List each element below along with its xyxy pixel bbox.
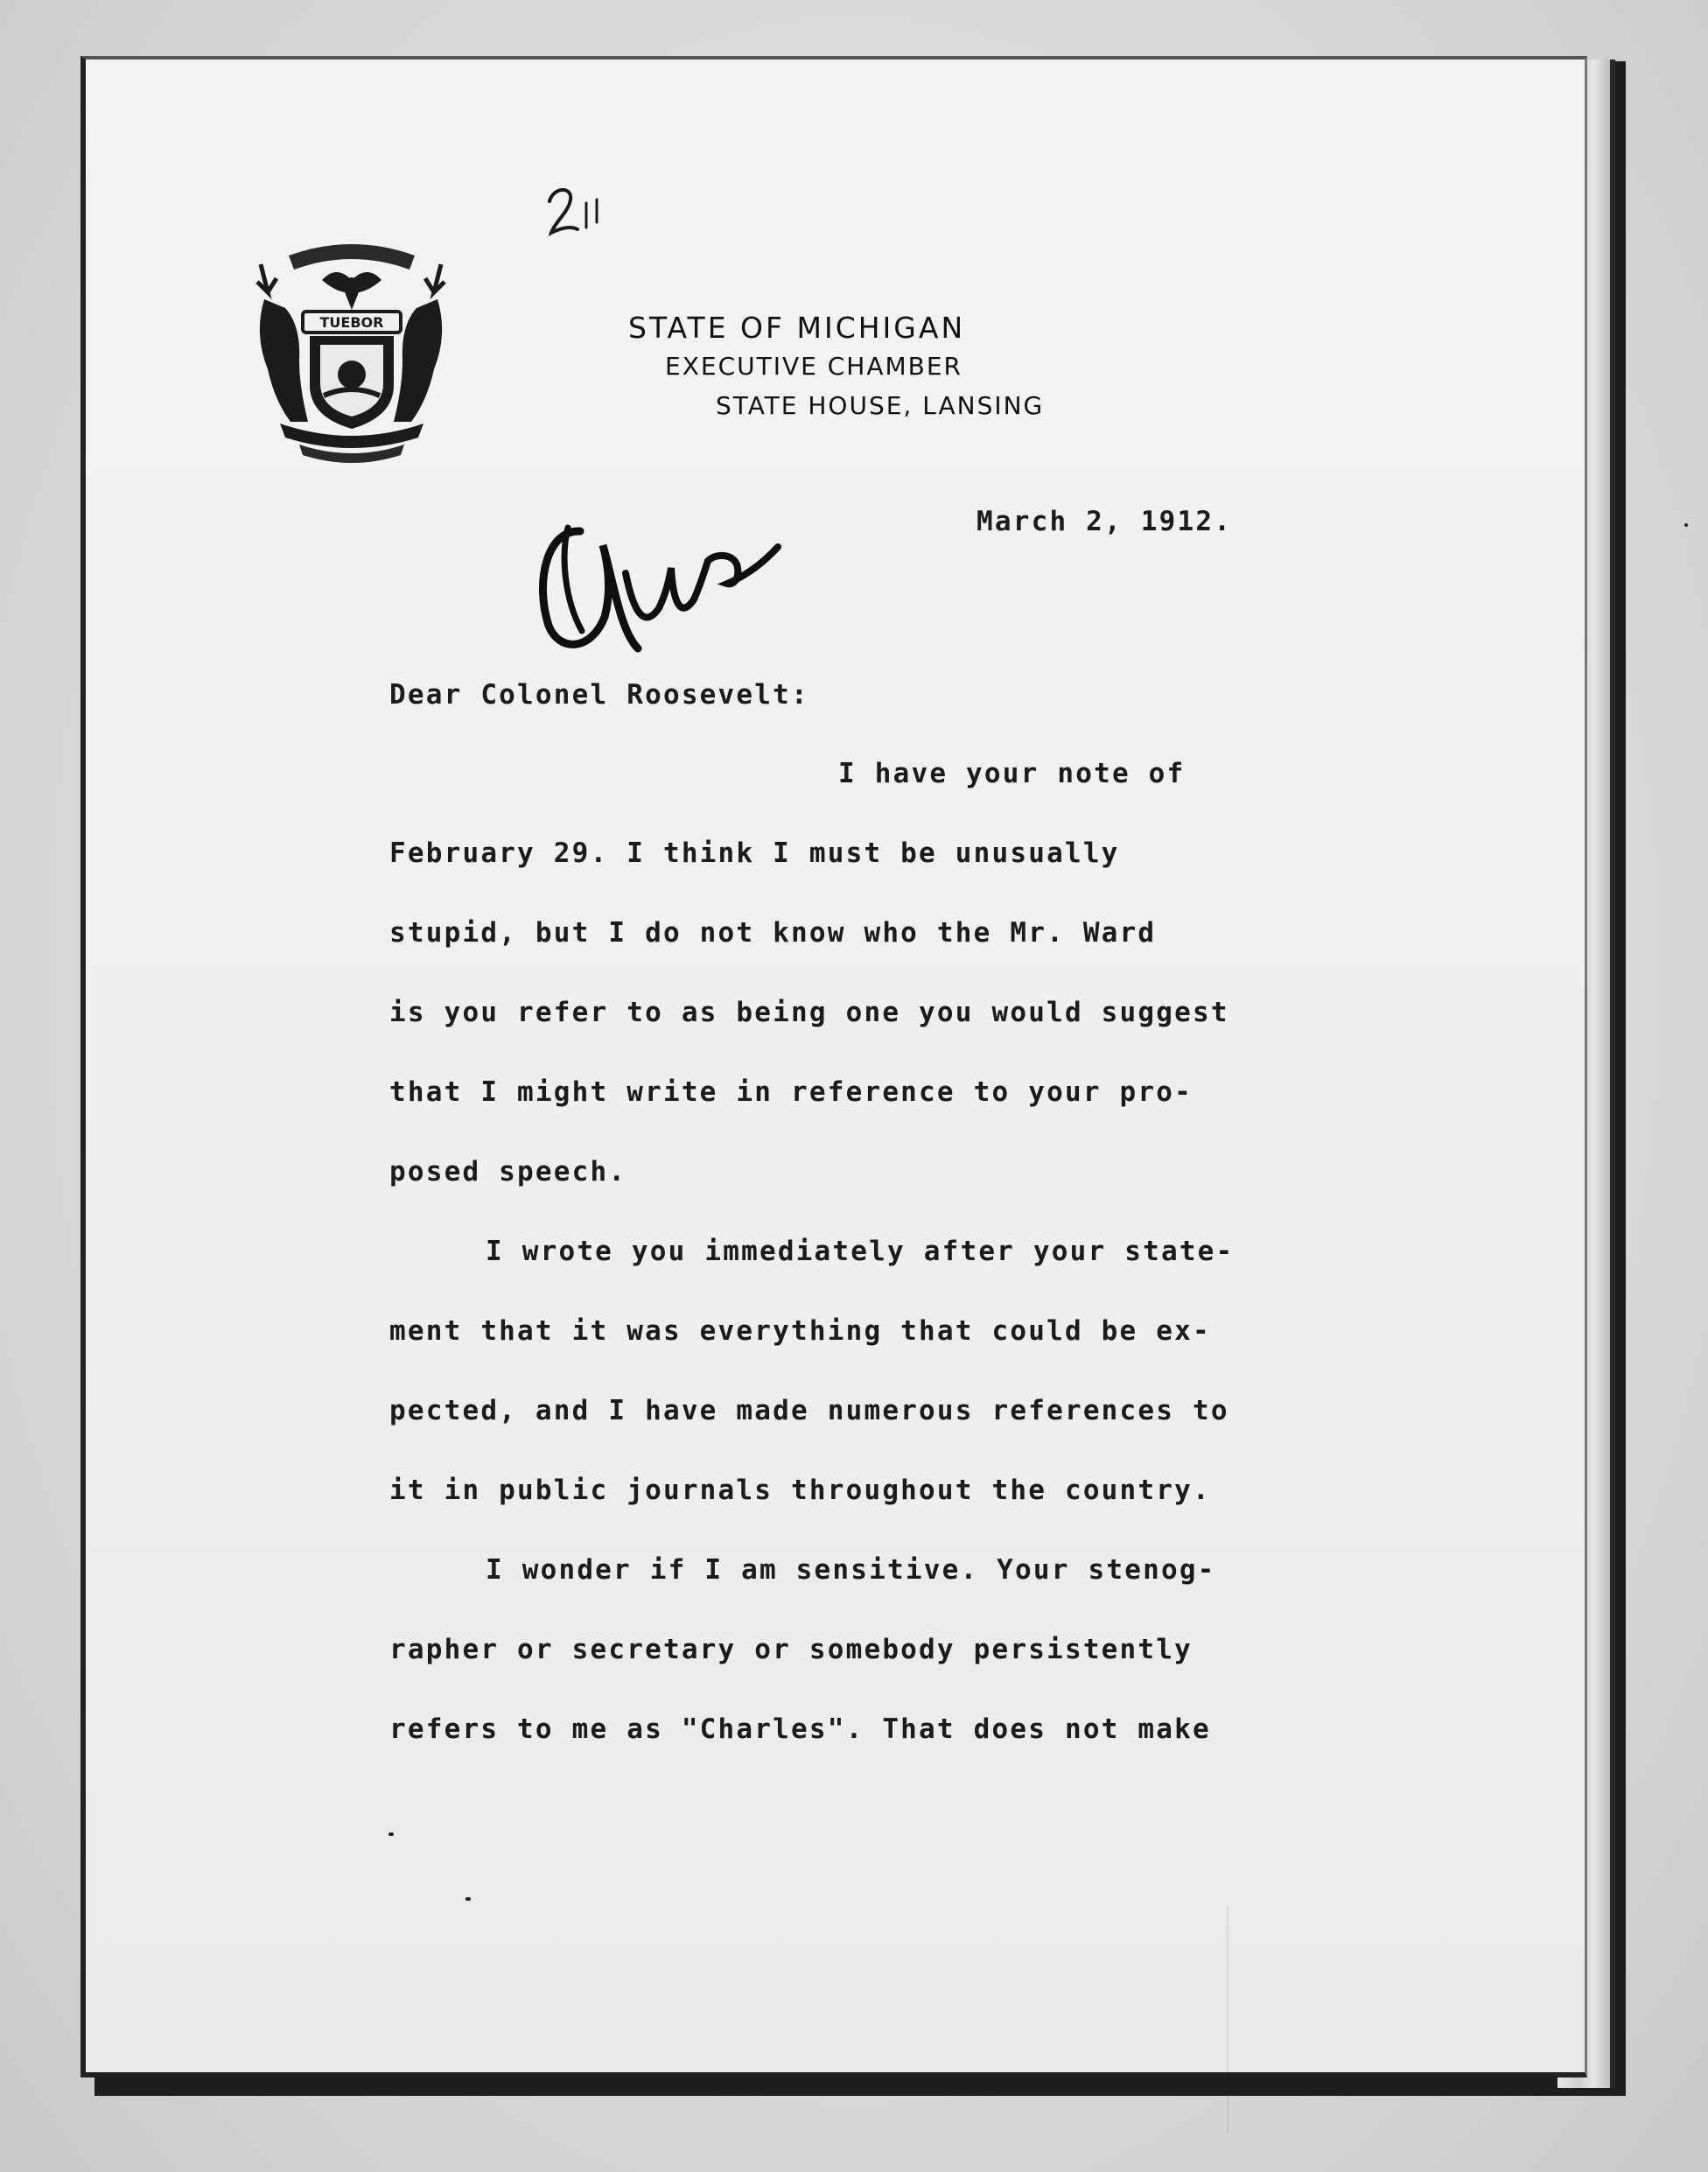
body-line: posed speech. [389, 1156, 627, 1188]
body-line: it in public journals throughout the country. [389, 1475, 1211, 1506]
ink-speck [1684, 523, 1688, 527]
seal-motto: TUEBOR [319, 314, 384, 331]
body-line: is you refer to as being one you would suggest [389, 997, 1229, 1028]
letterhead-state: STATE OF MICHIGAN [628, 311, 966, 345]
body-line: ment that it was everything that could be ex- [389, 1315, 1211, 1347]
letter-date: March 2, 1912. [976, 506, 1233, 537]
body-line: pected, and I have made numerous references to [389, 1395, 1229, 1426]
letterhead-office: EXECUTIVE CHAMBER [665, 352, 962, 381]
body-line: that I might write in reference to your pro- [389, 1076, 1193, 1108]
ink-speck [466, 1897, 471, 1901]
paper-crease [1227, 1906, 1228, 2133]
body-line: February 29. I think I must be unusually [389, 837, 1120, 869]
michigan-state-seal [238, 229, 466, 466]
letterhead-address: STATE HOUSE, LANSING [716, 391, 1045, 420]
handwritten-page-number [542, 182, 612, 243]
salutation: Dear Colonel Roosevelt: [389, 679, 809, 711]
body-line: I have your note of [838, 758, 1186, 789]
body-line: rapher or secretary or somebody persistently [389, 1634, 1193, 1665]
body-line: stupid, but I do not know who the Mr. Ward [389, 917, 1157, 949]
body-line: refers to me as "Charles". That does not make [389, 1713, 1211, 1745]
handwritten-initials [529, 477, 792, 669]
body-line: I wonder if I am sensitive. Your stenog- [486, 1554, 1216, 1586]
ink-speck [388, 1832, 394, 1836]
body-line: I wrote you immediately after your state- [486, 1236, 1235, 1267]
